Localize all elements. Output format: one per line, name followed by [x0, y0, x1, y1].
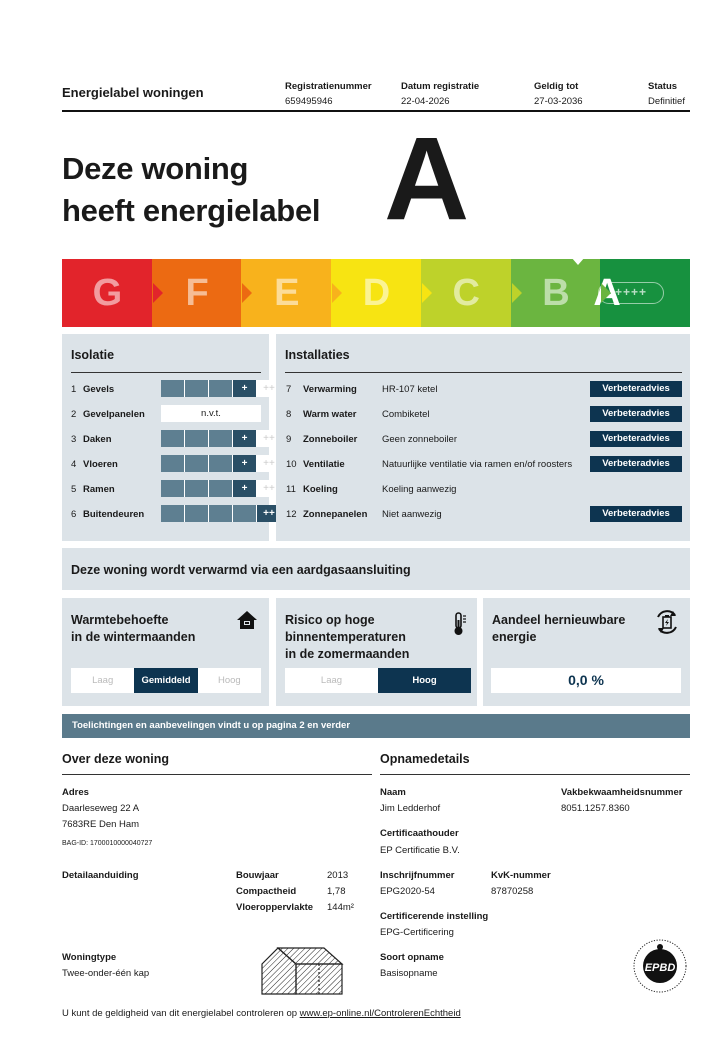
scale-arrow [601, 283, 611, 303]
isolatie-row-number: 3 [71, 433, 77, 445]
isolatie-row [71, 431, 112, 447]
bag-id: BAG-ID: 1700010000040727 [62, 840, 153, 847]
verbeteradvies-button[interactable]: Verbeteradvies [590, 456, 682, 472]
installatie-row-name: Warm water [303, 408, 357, 420]
gas-note-panel [62, 548, 690, 590]
isolatie-row-number: 6 [71, 508, 77, 520]
woningtype-value: Twee-onder-één kap [62, 968, 150, 979]
installatie-row-name: Zonneboiler [303, 433, 358, 445]
woningtype-label: Woningtype [62, 952, 117, 963]
warmte-option-gemiddeld: Gemiddeld [134, 668, 197, 693]
inschrijfnummer-label: Inschrijfnummer [380, 870, 455, 881]
rating-block [185, 480, 209, 497]
page-title [62, 148, 320, 232]
hernieuwbaar-title-line-1: Aandeel hernieuwbare [492, 613, 626, 627]
scale-class-c [421, 259, 512, 327]
datum-label: Datum registratie [401, 81, 480, 92]
isolatie-rating-bar [161, 380, 281, 397]
rating-block [209, 455, 233, 472]
installatie-row [286, 406, 430, 422]
geldig-label: Geldig tot [534, 81, 579, 92]
bouwjaar-value: 2013 [327, 870, 349, 881]
risico-title-line-1: Risico op hoge [285, 613, 375, 627]
isolatie-rule [71, 372, 261, 373]
house-type-illustration [260, 942, 344, 996]
status-value: Definitief [648, 96, 685, 107]
house-icon [236, 610, 258, 630]
warmte-selector [71, 668, 261, 693]
rating-block [161, 455, 185, 472]
adres-line-2: 7683RE Den Ham [62, 819, 140, 830]
installatie-row [286, 506, 442, 522]
rating-block-plusplus: ++ [257, 455, 281, 472]
energy-scale [62, 259, 690, 327]
risico-title-line-2: binnentemperaturen [285, 630, 406, 644]
risico-title [285, 612, 409, 663]
isolatie-panel [62, 334, 275, 541]
hernieuwbaar-title [492, 612, 625, 646]
opname-rule [380, 774, 690, 775]
rating-block-plus: + [233, 480, 257, 497]
hernieuwbaar-value: 0,0 % [491, 668, 681, 693]
isolatie-row-number: 4 [71, 458, 77, 470]
rating-block [209, 505, 233, 522]
scale-letter-b: B [542, 271, 570, 314]
scale-plus-indicator: ++++ [598, 282, 664, 304]
installatie-row-number: 8 [286, 408, 292, 420]
installaties-rule [285, 372, 682, 373]
isolatie-row [71, 381, 114, 397]
isolatie-row-name: Daken [83, 433, 112, 445]
opname-title: Opnamedetails [380, 752, 470, 766]
rating-block-plusplus: ++ [257, 505, 281, 522]
vloeroppervlakte-value: 144m² [327, 902, 354, 913]
risico-option-hoog: Hoog [378, 668, 471, 693]
registratienummer-block [285, 79, 372, 109]
registratienummer-label: Registratienummer [285, 81, 372, 92]
naam-value: Jim Ledderhof [380, 803, 441, 814]
datum-block [401, 79, 479, 109]
rating-block [185, 455, 209, 472]
footer-prefix: U kunt de geldigheid van dit energielabel controleren op [62, 1008, 300, 1019]
risico-panel [276, 598, 477, 706]
installatie-row [286, 481, 456, 497]
rating-block [185, 380, 209, 397]
scale-arrow [332, 283, 342, 303]
installatie-row-number: 10 [286, 458, 297, 470]
certificaathouder-value: EP Certificatie B.V. [380, 845, 460, 856]
compactheid-label: Compactheid [236, 886, 297, 897]
naam-label: Naam [380, 787, 406, 798]
rating-block [161, 380, 185, 397]
soort-opname-value: Basisopname [380, 968, 438, 979]
rating-block-plusplus: ++ [257, 430, 281, 447]
installatie-row-number: 12 [286, 508, 297, 520]
warmte-title-line-1: Warmtebehoefte [71, 613, 169, 627]
scale-class-f [152, 259, 243, 327]
rating-block [161, 430, 185, 447]
instelling-value: EPG-Certificering [380, 927, 454, 938]
vloeroppervlakte-label: Vloeroppervlakte [236, 902, 314, 913]
geldig-block [534, 79, 583, 109]
rating-block [209, 380, 233, 397]
compactheid-value: 1,78 [327, 886, 346, 897]
isolatie-rating-bar [161, 405, 261, 422]
vakbekwaamheid-value: 8051.1257.8360 [561, 803, 630, 814]
installaties-title: Installaties [285, 348, 350, 362]
status-block [648, 79, 685, 109]
rating-block-plus: + [233, 455, 257, 472]
thermometer-icon [450, 612, 468, 636]
installatie-row-value: Natuurlijke ventilatie via ramen en/of roosters [382, 458, 573, 470]
status-label: Status [648, 81, 678, 92]
installatie-row-number: 11 [286, 483, 296, 495]
isolatie-title: Isolatie [71, 348, 115, 362]
isolatie-row-name: Gevelpanelen [83, 408, 145, 420]
installatie-row-name: Verwarming [303, 383, 357, 395]
over-rule [62, 774, 372, 775]
scale-arrow [242, 283, 252, 303]
isolatie-rating-bar [161, 430, 281, 447]
isolatie-rating-bar [161, 455, 281, 472]
isolatie-row-name: Buitendeuren [83, 508, 145, 520]
isolatie-row [71, 456, 118, 472]
isolatie-row-name: Ramen [83, 483, 115, 495]
isolatie-row-name: Gevels [83, 383, 115, 395]
adres-label: Adres [62, 787, 89, 798]
isolatie-row-number: 5 [71, 483, 77, 495]
scale-arrow [422, 283, 432, 303]
geldig-value: 27-03-2036 [534, 96, 583, 107]
verbeteradvies-button[interactable]: Verbeteradvies [590, 431, 682, 447]
energy-label-letter: A [384, 113, 470, 245]
bouwjaar-label: Bouwjaar [236, 870, 279, 881]
instelling-label: Certificerende instelling [380, 911, 489, 922]
scale-arrow [153, 283, 163, 303]
kvk-value: 87870258 [491, 886, 534, 897]
rating-block [161, 505, 185, 522]
installatie-row-value: Combiketel [382, 408, 430, 420]
scale-pointer [571, 257, 585, 265]
rating-block-plus: + [233, 380, 257, 397]
hernieuwbaar-title-line-2: energie [492, 630, 537, 644]
scale-class-d [331, 259, 422, 327]
warmte-title [71, 612, 195, 646]
isolatie-rating-bar [161, 480, 281, 497]
rating-block-plusplus: ++ [257, 380, 281, 397]
kvk-label: KvK-nummer [491, 870, 551, 881]
installatie-row-value: Koeling aanwezig [382, 483, 457, 495]
warmte-panel [62, 598, 269, 706]
scale-letter-a: A [593, 271, 621, 314]
installatie-row [286, 431, 457, 447]
verbeteradvies-button[interactable]: Verbeteradvies [590, 381, 682, 397]
installatie-row [286, 456, 572, 472]
installatie-row [286, 381, 437, 397]
title-line-2: heeft energielabel [62, 193, 321, 228]
scale-arrow [512, 283, 522, 303]
hernieuwbaar-panel [483, 598, 690, 706]
over-title: Over deze woning [62, 752, 169, 766]
svg-text:EPBD: EPBD [644, 962, 676, 974]
rating-block [185, 505, 209, 522]
warmte-option-laag: Laag [92, 675, 114, 686]
installatie-row-value: Niet aanwezig [382, 508, 442, 520]
verification-link[interactable]: www.ep-online.nl/ControlerenEchtheid [299, 1008, 461, 1019]
inschrijfnummer-value: EPG2020-54 [380, 886, 435, 897]
installatie-row-name: Zonnepanelen [303, 508, 368, 520]
epbd-logo [632, 938, 688, 994]
risico-option-laag: Laag [320, 675, 343, 686]
verbeteradvies-button[interactable]: Verbeteradvies [590, 506, 682, 522]
rating-block [185, 430, 209, 447]
scale-letter-d: D [362, 271, 391, 314]
scale-letter-e: E [274, 271, 300, 314]
risico-title-line-3: in de zomermaanden [285, 647, 410, 661]
installatie-row-number: 9 [286, 433, 292, 445]
rating-block [209, 430, 233, 447]
scale-letter-c: C [452, 271, 480, 314]
renewable-battery-icon [653, 608, 681, 636]
isolatie-row [71, 506, 144, 522]
adres-line-1: Daarleseweg 22 A [62, 803, 140, 814]
isolatie-nvt: n.v.t. [161, 405, 261, 422]
risico-selector [285, 668, 471, 693]
rating-block [161, 480, 185, 497]
installatie-row-name: Ventilatie [303, 458, 345, 470]
gas-note: Deze woning wordt verwarmd via een aardgasaansluiting [71, 563, 411, 577]
isolatie-row-number: 1 [71, 383, 77, 395]
footer-text [62, 1006, 461, 1022]
isolatie-row-number: 2 [71, 408, 77, 420]
document-type-title: Energielabel woningen [62, 85, 204, 100]
detail-label: Detailaanduiding [62, 870, 139, 881]
isolatie-row [71, 406, 145, 422]
rating-block-plusplus: ++ [257, 480, 281, 497]
toelichting-bar: Toelichtingen en aanbevelingen vindt u op pagina 2 en verder [62, 714, 690, 738]
installatie-row-value: Geen zonneboiler [382, 433, 457, 445]
rating-block-plus [233, 505, 257, 522]
registratienummer-value: 659495946 [285, 96, 333, 107]
verbeteradvies-button[interactable]: Verbeteradvies [590, 406, 682, 422]
rating-block [209, 480, 233, 497]
scale-class-g [62, 259, 153, 327]
scale-class-e [241, 259, 332, 327]
certificaathouder-label: Certificaathouder [380, 828, 459, 839]
installatie-row-value: HR-107 ketel [382, 383, 438, 395]
scale-class-a [593, 259, 690, 327]
warmte-title-line-2: in de wintermaanden [71, 630, 196, 644]
datum-value: 22-04-2026 [401, 96, 450, 107]
isolatie-row [71, 481, 115, 497]
scale-class-b [511, 259, 602, 327]
installatie-row-name: Koeling [303, 483, 338, 495]
isolatie-row-name: Vloeren [83, 458, 118, 470]
title-line-1: Deze woning [62, 151, 249, 186]
isolatie-rating-bar [161, 505, 281, 522]
scale-letter-f: F [185, 271, 209, 314]
installatie-row-number: 7 [286, 383, 292, 395]
soort-opname-label: Soort opname [380, 952, 444, 963]
vakbekwaamheid-label: Vakbekwaamheidsnummer [561, 787, 683, 798]
warmte-option-hoog: Hoog [217, 675, 241, 686]
scale-letter-g: G [92, 271, 123, 314]
rating-block-plus: + [233, 430, 257, 447]
header-divider [62, 110, 690, 112]
